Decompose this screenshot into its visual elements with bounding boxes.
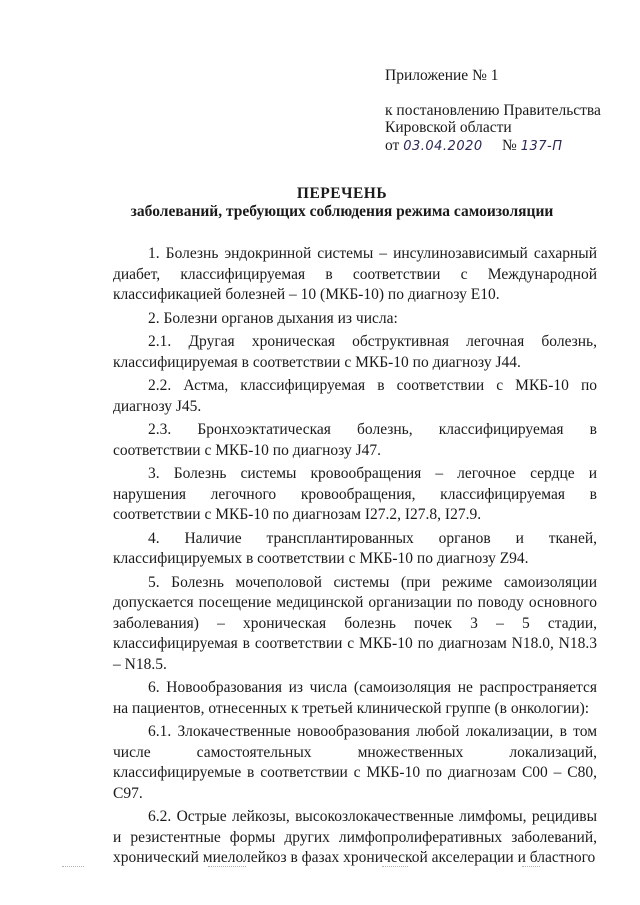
paragraph: 6.1. Злокачественные новообразования любой локализации, в том числе самостоятельных множественных локализаций, классифицируемые в соответствии с МКБ-10 по диагнозам C00 – C80, C97.: [113, 723, 597, 802]
paragraph: 1. Болезнь эндокринной системы – инсулинозависимый сахарный диабет, классифицируемая в соответствии с Международной классификацией болезней – 10 (МКБ-10) по диагнозу E10.: [113, 245, 597, 303]
paragraph: 6. Новообразования из числа (самоизоляция не распространяется на пациентов, отнесенных к третьей клинической группе (в онкологии):: [113, 679, 597, 717]
paragraph: 6.2. Острые лейкозы, высокозлокачественные лимфомы, рецидивы и резистентные формы других лимфопролиферативных заболеваний, хронический миелолейкоз в фазах хронической акселерации и бластного: [113, 808, 597, 866]
number-prefix: №: [502, 137, 517, 154]
document-subtitle: заболеваний, требующих соблюдения режима самоизоляции: [130, 203, 554, 220]
scan-mark: [62, 866, 84, 868]
scan-mark: [522, 866, 540, 868]
appendix-region-line: Кировской области: [385, 119, 512, 136]
document-title: ПЕРЕЧЕНЬ: [296, 185, 388, 202]
paragraph: 2. Болезни органов дыхания из числа:: [148, 309, 398, 327]
paragraph: 2.2. Астма, классифицируемая в соответствии с МКБ-10 по диагнозу J45.: [113, 377, 597, 415]
document-body: [113, 244, 597, 872]
scan-mark: [208, 866, 246, 868]
appendix-resolution-line: к постановлению Правительства: [385, 102, 601, 119]
paragraph: 3. Болезнь системы кровообращения – легочное сердце и нарушения легочного кровообращения, классифицируемая в соответствии с МКБ-10 по диагнозам I27.2, I27.8, I27.9.: [113, 465, 597, 523]
paragraph: 2.1. Другая хроническая обструктивная легочная болезнь, классифицируемая в соответствии с МКБ-10 по диагнозу J44.: [113, 333, 597, 371]
handwritten-date: 03.04.2020: [403, 139, 483, 154]
appendix-date-number-line: [385, 136, 562, 156]
scan-artifacts: [0, 866, 640, 872]
appendix-title: Приложение № 1: [385, 67, 499, 84]
paragraph: 2.3. Бронхоэктатическая болезнь, классифицируемая в соответствии с МКБ-10 по диагнозу J47.: [113, 421, 597, 459]
paragraph: 5. Болезнь мочеполовой системы (при режиме самоизоляции допускается посещение медицинской организации по поводу основного заболевания) – хроническая болезнь почек 3 – 5 стадии, классифицируемая в соответствии с МКБ-10 по диагнозам N18.0, N18.3 – N18.5.: [113, 573, 597, 673]
scan-mark: [382, 866, 408, 868]
handwritten-number: 137-П: [520, 139, 563, 154]
paragraph: 4. Наличие трансплантированных органов и тканей, классифицируемых в соответствии с МКБ-10 по диагнозу Z94.: [113, 529, 597, 567]
date-prefix: от: [385, 137, 400, 154]
